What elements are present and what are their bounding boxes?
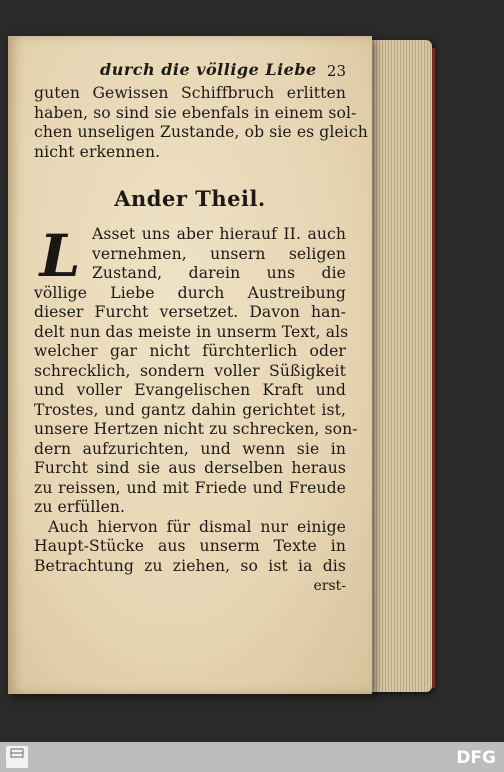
catchword: erst-: [313, 578, 346, 594]
text-line: Auch hiervon für dismal nur einige: [48, 517, 346, 536]
section-heading: Ander Theil.: [114, 186, 266, 211]
text-line: welcher gar nicht fürchterlich oder: [34, 342, 346, 360]
text-line: delt nun das meiste in unserm Text, als: [34, 322, 349, 341]
library-crest-icon: [10, 748, 24, 758]
text-line: unsere Hertzen nicht zu schrecken, son-: [34, 420, 358, 438]
text-line: Zustand, darein uns die: [92, 264, 346, 282]
text-line: Asset uns aber hierauf II. auch: [92, 225, 346, 243]
text-line: völlige Liebe durch Austreibung: [34, 283, 346, 302]
text-line: nicht erkennen.: [34, 142, 161, 161]
dfg-logo: DFG: [456, 748, 496, 768]
drop-initial: L: [39, 222, 81, 290]
text-top: [34, 84, 368, 162]
paragraph-2: [34, 518, 346, 577]
text-line: chen unseligen Zustande, ob sie es gleich: [34, 123, 368, 141]
text-line: guten Gewissen Schiffbruch erlitten: [34, 84, 346, 102]
text-line: schrecklich, sondern voller Süßigkeit: [34, 361, 346, 380]
text-line: und voller Evangelischen Kraft und: [34, 381, 346, 399]
paragraph-1: [34, 222, 358, 518]
text-line: dern aufzurichten, und wenn sie in: [34, 439, 346, 458]
page-text-block: [34, 60, 368, 594]
text-line: zu erfüllen.: [34, 498, 126, 516]
text-line: Haupt-Stücke aus unserm Texte in: [34, 537, 346, 555]
text-line: vernehmen, unsern seligen: [92, 244, 346, 263]
running-head: [34, 60, 346, 84]
footer-bar: [0, 742, 504, 772]
text-line: zu reissen, und mit Friede und Freude: [34, 478, 346, 497]
book-page-edges: [368, 40, 432, 692]
text-line: Furcht sind sie aus derselben heraus: [34, 459, 346, 477]
text-line: dieser Furcht versetzet. Davon han-: [34, 303, 346, 321]
text-line: Betrachtung zu ziehen, so ist ia dis: [34, 556, 346, 575]
library-logo: [6, 746, 28, 768]
book-page: [8, 36, 372, 694]
text-line: haben, so sind sie ebenfals in einem sol-: [34, 103, 357, 122]
text-line: Trostes, und gantz dahin gerichtet ist,: [34, 400, 346, 419]
page-number: 23: [326, 62, 346, 80]
running-title: durch die völlige Liebe: [100, 60, 317, 79]
